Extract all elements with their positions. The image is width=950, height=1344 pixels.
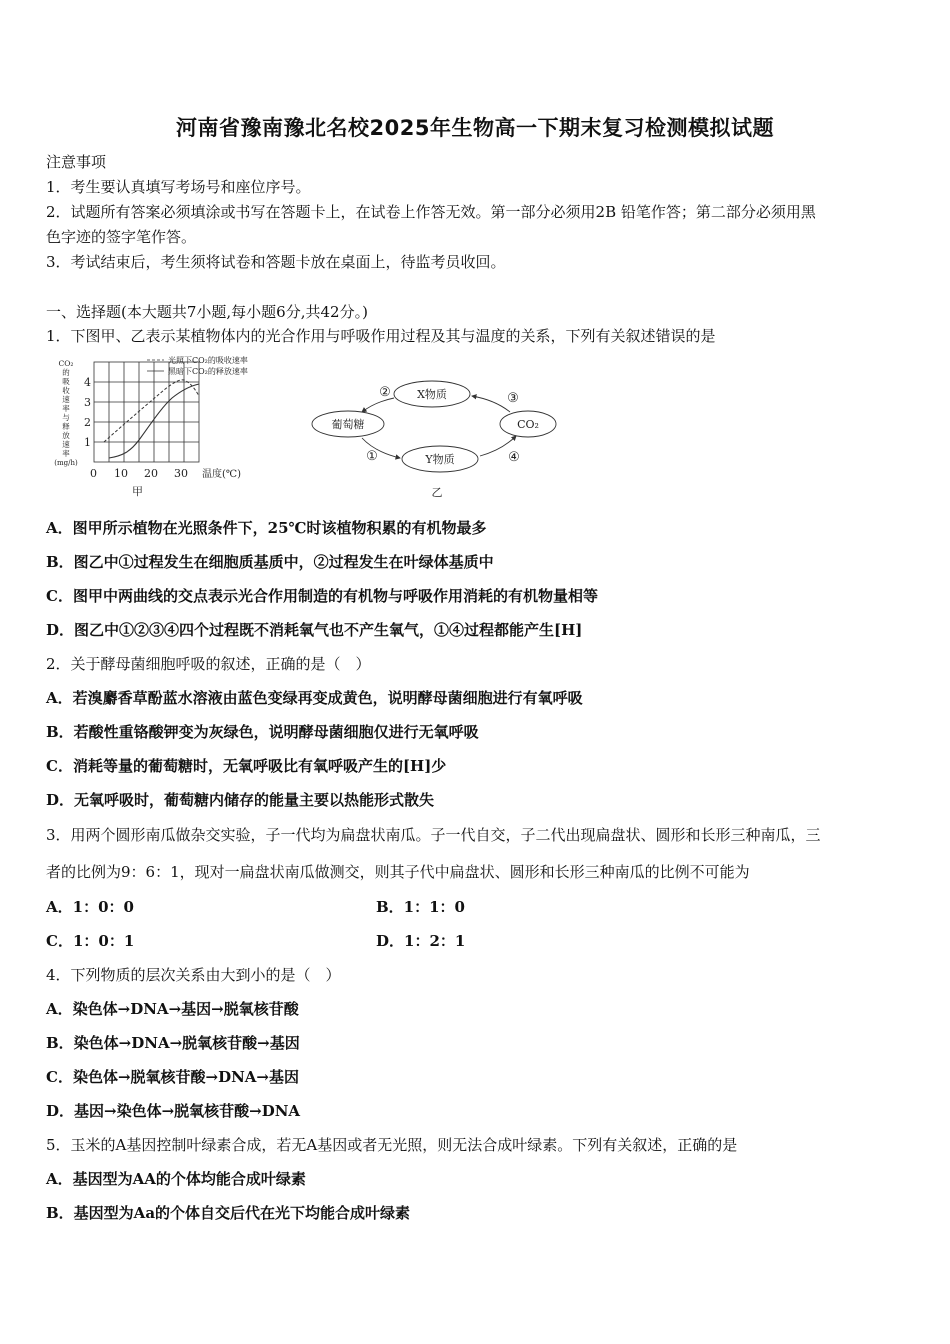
- step-label: ③: [507, 391, 519, 406]
- notice-heading: 注意事项: [46, 153, 107, 171]
- option-b[interactable]: B．基因型为Aa的个体自交后代在光下均能合成叶绿素: [46, 1204, 411, 1222]
- figure-caption: 甲: [132, 485, 143, 498]
- figure-yi-diagram: [310, 372, 570, 502]
- y-axis-label: 吸: [62, 377, 70, 386]
- y-tick: 1: [84, 436, 91, 449]
- option-a[interactable]: A．若溴麝香草酚蓝水溶液由蓝色变绿再变成黄色，说明酵母菌细胞进行有氧呼吸: [46, 689, 583, 707]
- option-c[interactable]: C．图甲中两曲线的交点表示光合作用制造的有机物与呼吸作用消耗的有机物量相等: [46, 587, 598, 605]
- figure-caption: 乙: [431, 486, 443, 499]
- y-axis-label: 与: [62, 413, 70, 422]
- notice-item: 3．考试结束后，考生须将试卷和答题卡放在桌面上，待监考员收回。: [46, 253, 506, 271]
- question-stem: 2．关于酵母菌细胞呼吸的叙述，正确的是（ ）: [46, 655, 371, 673]
- y-axis-label: 率: [62, 404, 70, 413]
- option-a[interactable]: A．图甲所示植物在光照条件下，25℃时该植物积累的有机物最多: [46, 519, 487, 537]
- option-d[interactable]: D．1：2：1: [376, 932, 466, 950]
- option-a[interactable]: A．1：0：0: [46, 898, 134, 916]
- node-y-label: Y物质: [425, 453, 455, 466]
- option-d[interactable]: D．无氧呼吸时，葡萄糖内储存的能量主要以热能形式散失: [46, 791, 435, 809]
- question-stem: 1．下图甲、乙表示某植物体内的光合作用与呼吸作用过程及其与温度的关系，下列有关叙述错误的是: [46, 327, 716, 345]
- node-co2-label: CO₂: [517, 418, 539, 431]
- option-c[interactable]: C．染色体→脱氧核苷酸→DNA→基因: [46, 1068, 300, 1086]
- step-label: ①: [366, 449, 378, 464]
- node-glucose-label: 葡萄糖: [331, 418, 365, 431]
- legend-light: 光照下CO₂的吸收速率: [168, 356, 248, 365]
- question-stem: 者的比例为9：6：1，现对一扁盘状南瓜做测交，则其子代中扁盘状、圆形和长形三种南瓜的比例不可能为: [46, 863, 750, 881]
- step-label: ②: [379, 385, 391, 400]
- arrow-step-2: [362, 398, 394, 412]
- y-tick: 4: [84, 376, 91, 389]
- y-axis-label: 速: [62, 440, 70, 449]
- y-axis-label: 速: [62, 395, 70, 404]
- x-tick: 0: [90, 467, 97, 480]
- y-axis-label: 率: [62, 449, 70, 458]
- figure-jia-chart: [52, 352, 292, 502]
- x-tick: 10: [114, 467, 128, 480]
- notice-item: 1．考生要认真填写考场号和座位序号。: [46, 178, 311, 196]
- option-b[interactable]: B．若酸性重铬酸钾变为灰绿色，说明酵母菌细胞仅进行无氧呼吸: [46, 723, 479, 741]
- node-x-label: X物质: [417, 388, 447, 401]
- y-axis-label: 收: [62, 386, 70, 395]
- x-tick: 30: [174, 467, 188, 480]
- y-axis-label: 的: [62, 368, 70, 377]
- y-axis-label: (mg/h): [54, 459, 78, 467]
- page-title: 河南省豫南豫北名校2025年生物高一下期末复习检测模拟试题: [176, 116, 774, 140]
- option-b[interactable]: B．染色体→DNA→脱氧核苷酸→基因: [46, 1034, 300, 1052]
- question-stem: 5．玉米的A基因控制叶绿素合成，若无A基因或者无光照，则无法合成叶绿素。下列有关叙述，正确的是: [46, 1136, 738, 1154]
- x-tick: 20: [144, 467, 158, 480]
- option-b[interactable]: B．1：1：0: [376, 898, 465, 916]
- arrow-step-3: [472, 396, 510, 412]
- step-label: ④: [508, 450, 520, 465]
- option-c[interactable]: C．1：0：1: [46, 932, 135, 950]
- y-tick: 2: [84, 416, 91, 429]
- y-axis-label: 释: [62, 422, 70, 431]
- legend-dark: 黑暗下CO₂的释放速率: [168, 367, 248, 376]
- question-stem: 3．用两个圆形南瓜做杂交实验，子一代均为扁盘状南瓜。子一代自交，子二代出现扁盘状、圆形和长形三种南瓜，三: [46, 826, 821, 844]
- option-a[interactable]: A．染色体→DNA→基因→脱氧核苷酸: [46, 1000, 299, 1018]
- option-d[interactable]: D．基因→染色体→脱氧核苷酸→DNA: [46, 1102, 301, 1120]
- option-d[interactable]: D．图乙中①②③④四个过程既不消耗氧气也不产生氧气，①④过程都能产生[H]: [46, 621, 583, 639]
- question-stem: 4．下列物质的层次关系由大到小的是（ ）: [46, 966, 341, 984]
- section-heading: 一、选择题(本大题共7小题,每小题6分,共42分。): [46, 303, 368, 321]
- x-axis-label: 温度(℃): [202, 469, 241, 480]
- notice-item: 2．试题所有答案必须填涂或书写在答题卡上，在试卷上作答无效。第一部分必须用2B 铅笔作答；第二部分必须用黑: [46, 203, 816, 221]
- option-c[interactable]: C．消耗等量的葡萄糖时，无氧呼吸比有氧呼吸产生的[H]少: [46, 757, 447, 775]
- y-tick: 3: [84, 396, 91, 409]
- y-axis-label: CO₂: [58, 359, 74, 368]
- option-a[interactable]: A．基因型为AA的个体均能合成叶绿素: [46, 1170, 306, 1188]
- notice-item: 色字迹的签字笔作答。: [46, 228, 197, 246]
- y-axis-label: 放: [62, 431, 70, 440]
- option-b[interactable]: B．图乙中①过程发生在细胞质基质中，②过程发生在叶绿体基质中: [46, 553, 494, 571]
